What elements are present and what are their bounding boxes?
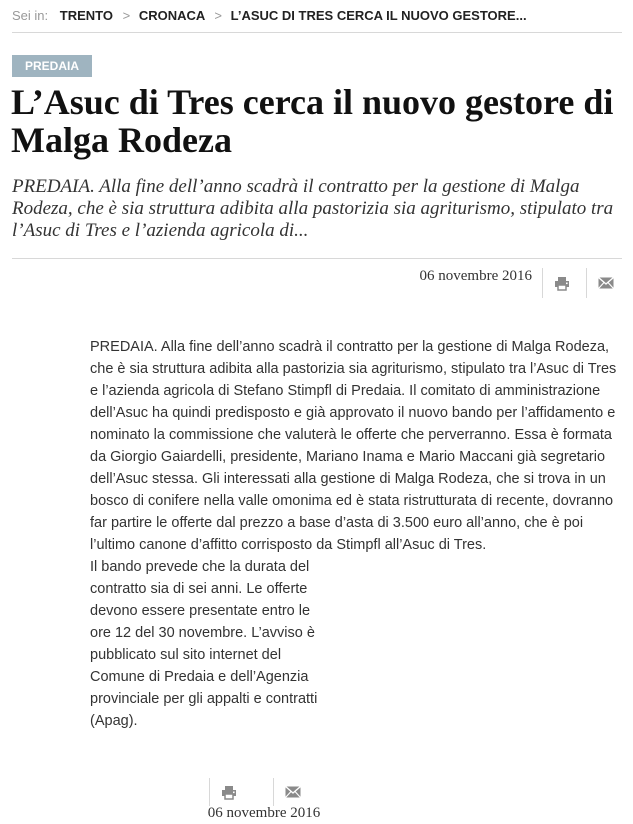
article-body-main: PREDAIA. Alla fine dell’anno scadrà il contratto per la gestione di Malga Rodeza, che è sia struttura adibita alla pastorizia sia agriturismo, stipulato tra l’Asuc di Tres e l’azienda agricola di Stefano Stimpfl di Predaia. Il comitato di amministrazione dell’Asuc ha quindi predisposto e già approvato il nuovo bando per l’affidamento e nominato la commissione che valuterà le offerte che perverranno. Essa è formata da Giorgio Gaiardelli, presidente, Mariano Inama e Mario Maccani già segretario dell’Asuc stessa. Gli interessati alla gestione di Malga Rodeza, che si trova in un bosco di conifere nella valle omonima ed è stata ristrutturata di recente, dovranno far partire le offerte dal prezzo a base d’asta di 3.500 euro all’anno, che è poi l’ultimo canone d’affitto corrisposto da Stimpfl all’Asuc di Tres. (90, 339, 617, 553)
article-body (90, 336, 628, 732)
printer-icon (554, 276, 570, 291)
breadcrumb-link-cronaca[interactable]: CRONACA (138, 8, 205, 23)
article-date-bottom: 06 novembre 2016 (207, 805, 321, 821)
breadcrumb-link-trento[interactable]: TRENTO (59, 8, 113, 23)
print-button[interactable] (542, 268, 582, 298)
envelope-icon (598, 277, 614, 289)
article-date: 06 novembre 2016 (419, 268, 532, 284)
breadcrumb (12, 6, 622, 33)
divider (12, 258, 622, 259)
article-lead: PREDAIA. Alla fine dell’anno scadrà il contratto per la gestione di Malga Rodeza, che è sia struttura adibita alla pastorizia sia agriturismo, stipulato tra l’Asuc di Tres e l’azienda agricola di... (12, 176, 614, 241)
article-title: L’Asuc di Tres cerca il nuovo gestore di Malga Rodeza (11, 82, 614, 160)
email-button-bottom[interactable] (273, 778, 313, 806)
breadcrumb-current: L’ASUC DI TRES CERCA IL NUOVO GESTORE... (230, 8, 527, 23)
section-tag[interactable]: PREDAIA (12, 55, 92, 77)
breadcrumb-separator: > (122, 8, 131, 23)
envelope-icon (285, 786, 301, 798)
breadcrumb-separator: > (214, 8, 223, 23)
print-button-bottom[interactable] (209, 778, 249, 806)
printer-icon (221, 785, 237, 800)
email-button[interactable] (586, 268, 626, 298)
article-body-tail: Il bando prevede che la durata del contratto sia di sei anni. Le offerte devono essere presentate entro le ore 12 del 30 novembre. L’avviso è pubblicato sul sito internet del Comune di Predaia e dell’Agenzia provinciale per gli appalti e contratti (Apag). (90, 559, 318, 729)
breadcrumb-label: Sei in: (12, 8, 49, 23)
